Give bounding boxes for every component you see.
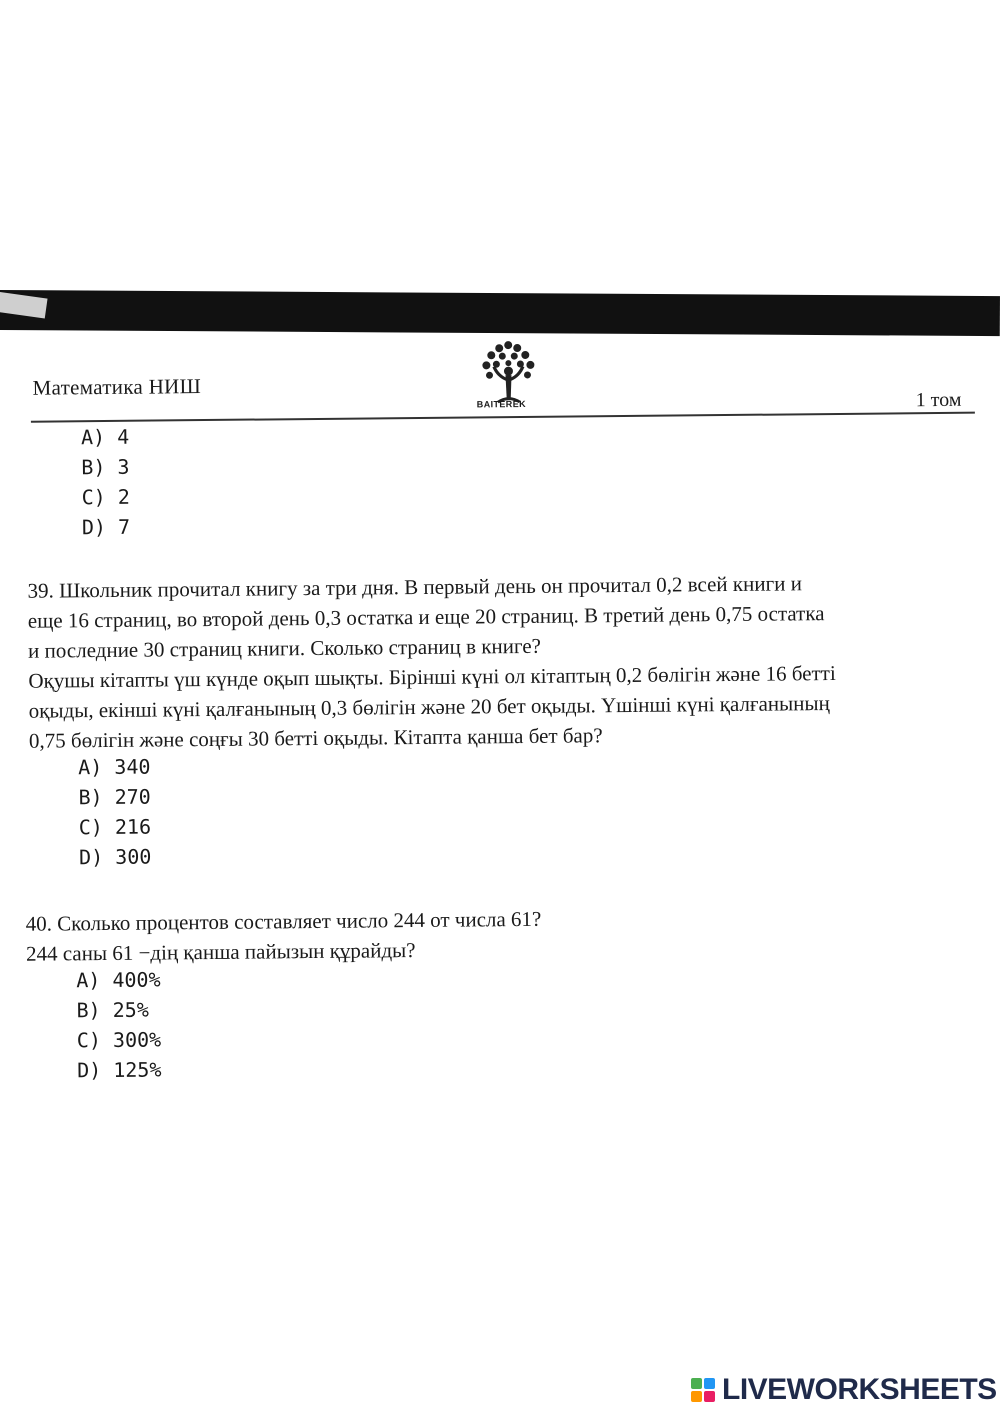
q40-option-a[interactable]: A) 400%	[76, 967, 161, 993]
prev-option-c: C) 2	[81, 484, 130, 510]
liveworksheets-footer	[690, 1373, 997, 1407]
question-40-kz: 244 саны 61 −дің қанша пайызын құрайды?	[25, 938, 416, 966]
subject-title: Математика НИШ	[32, 374, 202, 400]
question-39-ru-line: и последние 30 страниц книги. Сколько страниц в книге?	[28, 633, 542, 663]
prev-option-a: A) 4	[80, 424, 130, 450]
prev-option-b: B) 3	[81, 454, 130, 480]
q39-option-c[interactable]: C) 216	[78, 814, 152, 840]
question-39-kz-line: Оқушы кітапты үш күнде оқып шықты. Бірінші күні ол кітаптың 0,2 бөлігін және 16 бетті	[28, 660, 836, 693]
question-39-ru-line: еще 16 страниц, во второй день 0,3 остатка и еще 20 страниц. В третий день 0,75 остатка	[27, 601, 825, 633]
q39-option-a[interactable]: A) 340	[78, 754, 151, 780]
liveworksheets-brand: LIVEWORKSHEETS	[722, 1373, 997, 1406]
question-39-ru-line: 39. Школьник прочитал книгу за три дня. В первый день он прочитал 0,2 всей книги и	[27, 571, 802, 603]
header-divider	[31, 412, 975, 423]
question-39-kz-line: оқыды, екінші күні қалғанының 0,3 бөлігін және 20 бет оқыды. Үшінші күні қалғанының	[28, 691, 830, 723]
prev-option-d: D) 7	[81, 514, 131, 540]
question-40-ru: 40. Сколько процентов составляет число 244 от числа 61?	[25, 906, 542, 936]
q40-option-b[interactable]: B) 25%	[76, 997, 149, 1023]
worksheet-page	[0, 316, 1000, 1086]
question-39-kz-line: 0,75 бөлігін және соңғы 30 бетті оқыды. Кітапта қанша бет бар?	[28, 723, 603, 753]
q39-option-d[interactable]: D) 300	[78, 844, 152, 870]
logo-caption: BAITEREK	[476, 398, 527, 410]
volume-label: 1 том	[915, 388, 962, 412]
question-39-kz	[28, 657, 989, 756]
question-39-ru	[27, 567, 988, 666]
q39-option-b[interactable]: B) 270	[78, 784, 151, 810]
liveworksheets-logo-icon	[690, 1377, 716, 1403]
q40-option-d[interactable]: D) 125%	[77, 1057, 162, 1083]
q40-option-c[interactable]: C) 300%	[76, 1027, 162, 1053]
